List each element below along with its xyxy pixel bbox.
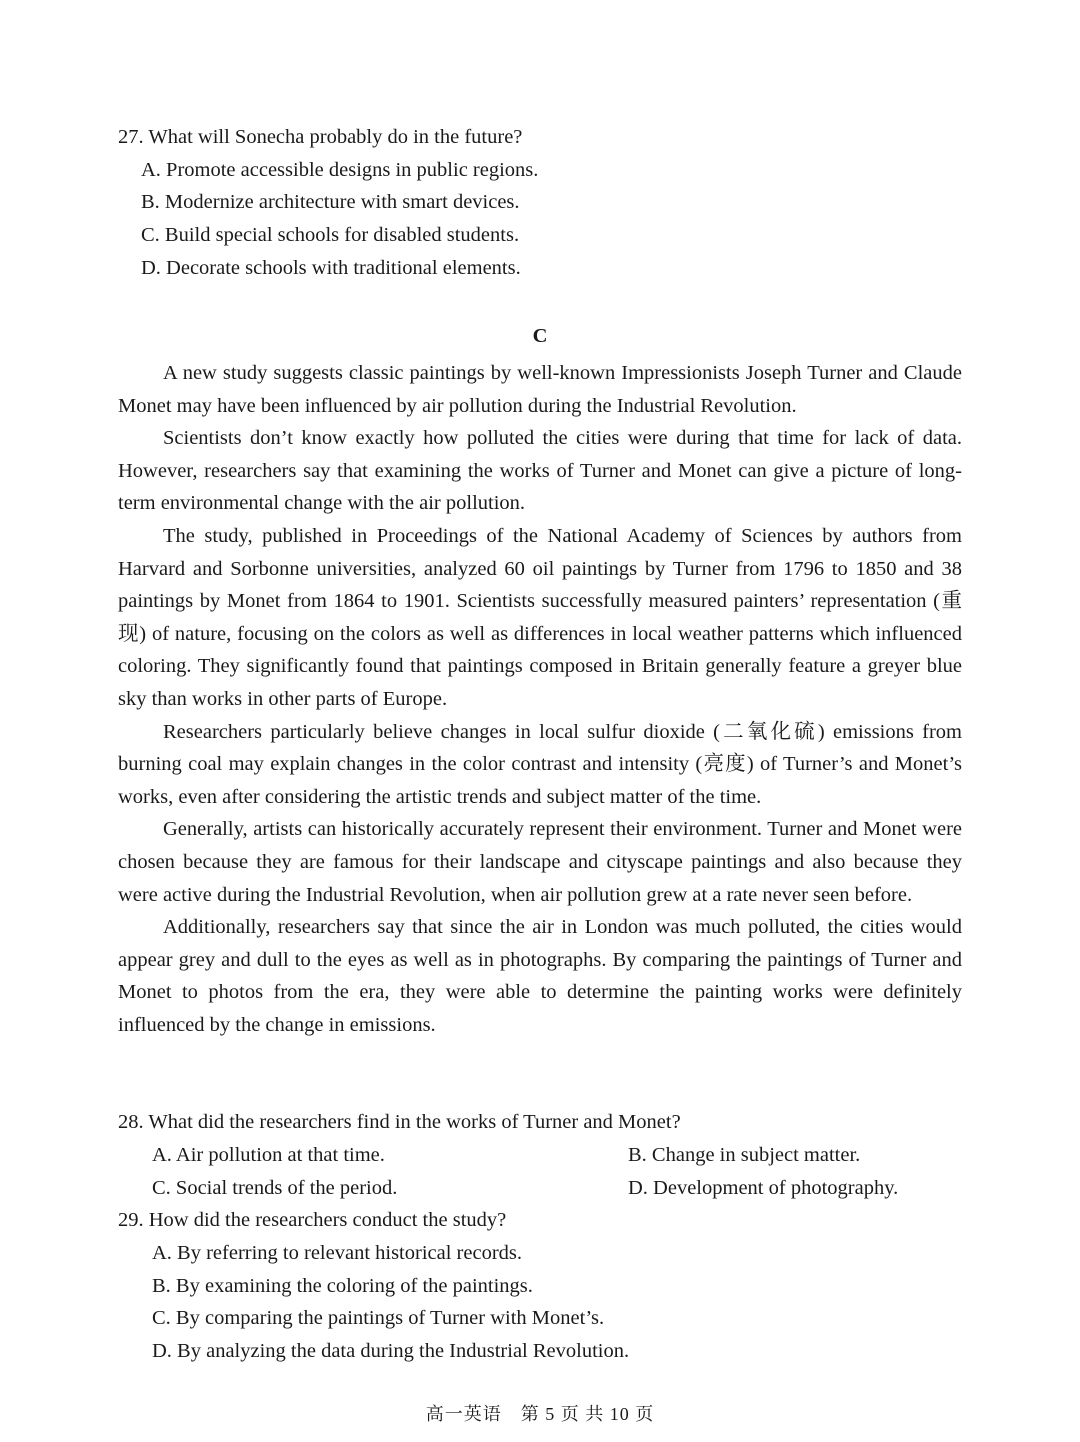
- question-28-stem: 28. What did the researchers find in the works of Turner and Monet?: [118, 1111, 681, 1133]
- question-29-stem: 29. How did the researchers conduct the study?: [118, 1209, 507, 1231]
- question-27-stem: 27. What will Sonecha probably do in the future?: [118, 126, 523, 148]
- passage-paragraph: Researchers particularly believe changes in local sulfur dioxide (二氧化硫) emissions from burning coal may explain changes in the color contrast and intensity (亮度) of Turner’s and Monet’s works, even after considering the artistic trends and subject matter of the time.: [118, 720, 962, 808]
- passage-paragraph: The study, published in Proceedings of the National Academy of Sciences by authors from Harvard and Sorbonne universities, analyzed 60 oil paintings by Turner from 1796 to 1850 and 38 paintings by Monet from 1864 to 1901. Scientists successfully measured painters’ representation (重现) of nature, focusing on the colors as well as differences in local weather patterns which influenced coloring. They significantly found that paintings composed in Britain generally feature a greyer blue sky than works in other parts of Europe.: [118, 524, 962, 710]
- question-27-option-c: C. Build special schools for disabled students.: [141, 224, 520, 246]
- passage-paragraph: Scientists don’t know exactly how polluted the cities were during that time for lack of data. However, researchers say that examining the works of Turner and Monet can give a picture of long-term environmental change with the air pollution.: [118, 427, 962, 515]
- question-28-option-c: C. Social trends of the period.: [152, 1177, 398, 1199]
- question-29-option-d: D. By analyzing the data during the Industrial Revolution.: [152, 1340, 630, 1362]
- question-27-option-a: A. Promote accessible designs in public regions.: [141, 159, 539, 181]
- question-29-option-b: B. By examining the coloring of the paintings.: [152, 1275, 533, 1297]
- question-27-option-d: D. Decorate schools with traditional elements.: [141, 257, 521, 279]
- passage-paragraph: Additionally, researchers say that since the air in London was much polluted, the cities would appear grey and dull to the eyes as well as in photographs. By comparing the paintings of Turner and Monet to photos from the era, they were able to determine the painting works were definitely influenced by the change in emissions.: [118, 916, 962, 1036]
- question-29-option-a: A. By referring to relevant historical records.: [152, 1242, 523, 1264]
- question-28-option-d: D. Development of photography.: [628, 1177, 899, 1199]
- passage-paragraph: A new study suggests classic paintings by well-known Impressionists Joseph Turner and Claude Monet may have been influenced by air pollution during the Industrial Revolution.: [118, 362, 962, 417]
- reading-passage: [118, 357, 962, 1041]
- question-28-option-a: A. Air pollution at that time.: [152, 1144, 385, 1166]
- section-heading: C: [532, 325, 548, 347]
- page-footer: 高一英语 第 5 页 共 10 页: [425, 1404, 655, 1424]
- passage-paragraph: Generally, artists can historically accurately represent their environment. Turner and Monet were chosen because they are famous for their landscape and cityscape paintings and also because they were active during the Industrial Revolution, when air pollution grew at a rate never seen before.: [118, 818, 962, 906]
- question-29-option-c: C. By comparing the paintings of Turner with Monet’s.: [152, 1307, 605, 1329]
- question-27-option-b: B. Modernize architecture with smart devices.: [141, 191, 520, 213]
- question-28-option-b: B. Change in subject matter.: [628, 1144, 861, 1166]
